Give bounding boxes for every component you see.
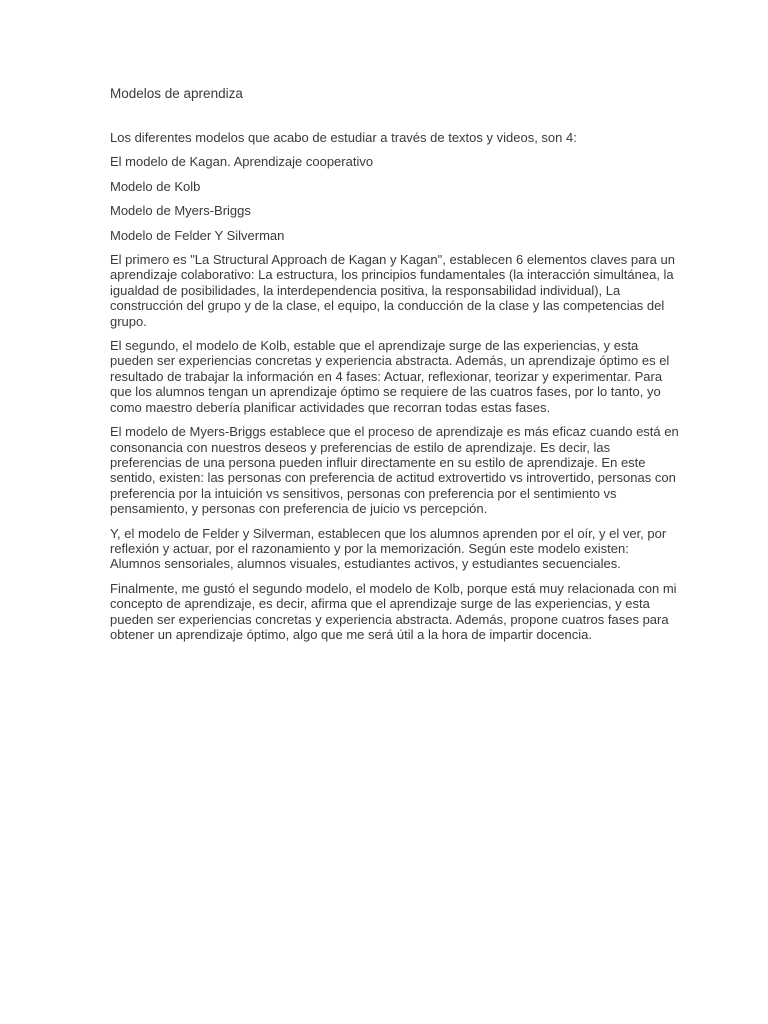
model-line-kagan: El modelo de Kagan. Aprendizaje cooperativo bbox=[110, 154, 374, 170]
document-title: Modelos de aprendiza bbox=[110, 86, 243, 101]
model-line-myers-briggs: Modelo de Myers-Briggs bbox=[110, 203, 251, 219]
model-line-kolb: Modelo de Kolb bbox=[110, 178, 201, 194]
paragraph-conclusion: Finalmente, me gustó el segundo modelo, el modelo de Kolb, porque está muy relacionada con mi concepto de aprendizaje, es decir, afirma que el aprendizaje surge de las experiencias, y esta pueden ser experiencias concretas y experiencia abstracta. Además, propone cuatros fases para obtener un aprendizaje óptimo, algo que me será útil a la hora de impartir docencia. bbox=[110, 580, 677, 642]
paragraph-kagan: El primero es "La Structural Approach de Kagan y Kagan", establecen 6 elementos claves para un aprendizaje colaborativo: La estructura, los principios fundamentales (la interacción simultánea, la igualdad de posibilidades, la interdependencia positiva, la responsabilidad individual), La construcción del grupo y de la clase, el equipo, la conducción de la clase y las competencias del grupo. bbox=[110, 252, 675, 329]
paragraph-myers-briggs: El modelo de Myers-Briggs establece que el proceso de aprendizaje es más eficaz cuando está en consonancia con nuestros deseos y preferencias de estilo de aprendizaje. Es decir, las preferencias de una persona pueden influir directamente en su estilo de aprendizaje. En este sentido, existen: las personas con preferencia de actitud extrovertido vs introvertido, personas con preferencia por la intuición vs sensitivos, personas con preferencia por el sentimiento vs pensamiento, y personas con preferencia de juicio vs percepción. bbox=[110, 424, 679, 517]
document-page bbox=[110, 86, 680, 651]
model-line-felder-silverman: Modelo de Felder Y Silverman bbox=[110, 227, 285, 243]
paragraph-kolb: El segundo, el modelo de Kolb, estable que el aprendizaje surge de las experiencias, y esta pueden ser experiencias concretas y experiencia abstracta. Además, un aprendizaje óptimo es el resultado de trabajar la información en 4 fases: Actuar, reflexionar, teorizar y experimentar. Para que los alumnos tengan un aprendizaje óptimo se requiere de las cuatros fases, por lo tanto, yo como maestro debería planificar actividades que recorran todas estas fases. bbox=[110, 338, 670, 415]
paragraph-felder-silverman: Y, el modelo de Felder y Silverman, establecen que los alumnos aprenden por el oír, y el ver, por reflexión y actuar, por el razonamiento y por la memorización. Según este modelo existen: Alumnos sensoriales, alumnos visuales, estudiantes activos, y estudiantes secuenciales. bbox=[110, 525, 667, 572]
intro-paragraph: Los diferentes modelos que acabo de estudiar a través de textos y videos, son 4: bbox=[110, 130, 577, 145]
